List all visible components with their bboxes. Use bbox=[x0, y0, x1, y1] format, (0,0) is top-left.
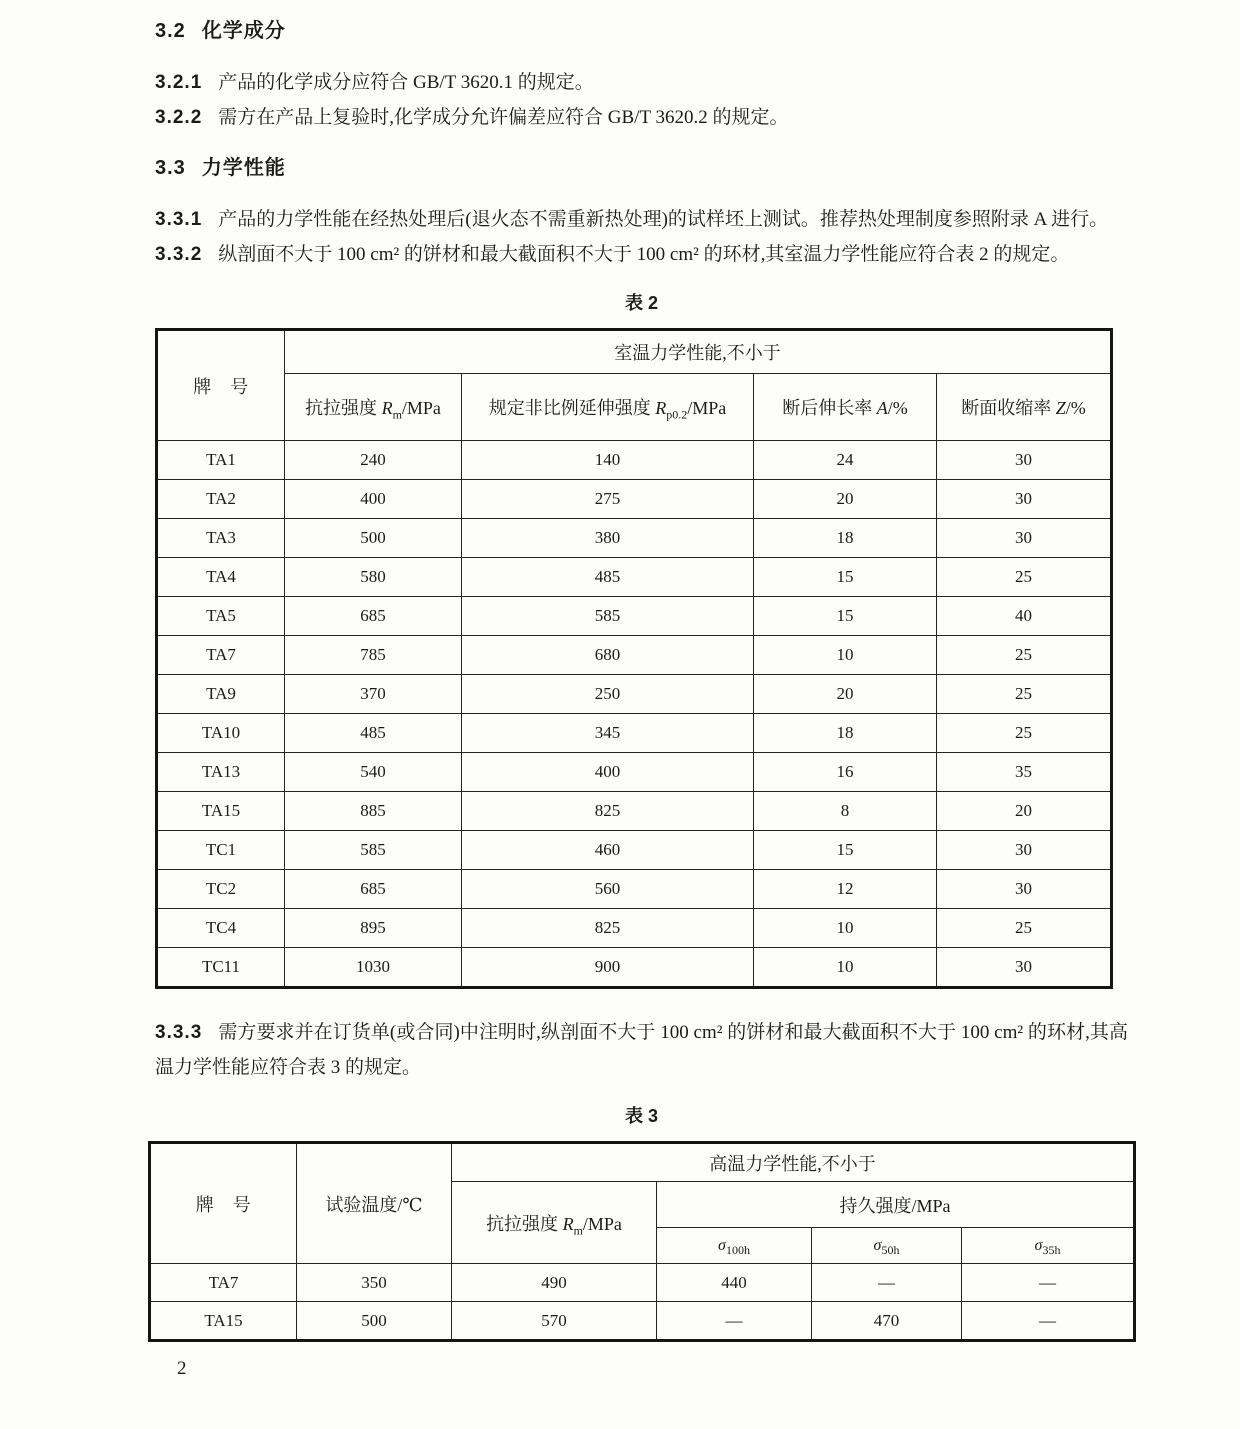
clause-text: 产品的力学性能在经热处理后(退火态不需重新热处理)的试样坯上测试。推荐热处理制度参照附录 A 进行。 bbox=[218, 209, 1109, 230]
reduction-cell: 25 bbox=[937, 558, 1112, 597]
grade-cell: TA4 bbox=[157, 558, 285, 597]
col-symbol: R bbox=[381, 398, 393, 418]
table-row bbox=[157, 519, 1112, 558]
rp02-cell: 460 bbox=[462, 831, 754, 870]
table-row bbox=[157, 753, 1112, 792]
reduction-cell: 20 bbox=[937, 792, 1112, 831]
grade-cell: TC4 bbox=[157, 909, 285, 948]
table-row bbox=[157, 948, 1112, 988]
reduction-cell: 25 bbox=[937, 636, 1112, 675]
grade-cell: TA15 bbox=[157, 792, 285, 831]
clause-number: 3.3.1 bbox=[155, 209, 203, 230]
clause-3-2-2 bbox=[155, 100, 1128, 135]
grade-cell: TA2 bbox=[157, 480, 285, 519]
col-unit: /% bbox=[887, 398, 908, 418]
table-row bbox=[157, 480, 1112, 519]
rm-cell: 490 bbox=[452, 1264, 657, 1302]
clause-number: 3.2.1 bbox=[155, 72, 203, 93]
elongation-cell: 16 bbox=[754, 753, 937, 792]
sigma100h-cell: — bbox=[657, 1302, 812, 1341]
col-subscript: m bbox=[392, 407, 402, 422]
elongation-cell: 10 bbox=[754, 948, 937, 988]
col-label: 抗拉强度 bbox=[486, 1213, 563, 1234]
section-title: 化学成分 bbox=[201, 20, 286, 42]
rp02-cell: 400 bbox=[462, 753, 754, 792]
reduction-cell: 40 bbox=[937, 597, 1112, 636]
sigma-subscript: 100h bbox=[725, 1242, 750, 1257]
clause-3-2-1 bbox=[155, 65, 1128, 100]
sigma50h-cell: 470 bbox=[812, 1302, 962, 1341]
elongation-cell: 18 bbox=[754, 714, 937, 753]
section-title: 力学性能 bbox=[201, 157, 286, 179]
clause-number: 3.2 bbox=[155, 20, 186, 42]
reduction-cell: 35 bbox=[937, 753, 1112, 792]
table-row bbox=[157, 792, 1112, 831]
rm-cell: 500 bbox=[285, 519, 462, 558]
rm-cell: 585 bbox=[285, 831, 462, 870]
col-label: 抗拉强度 bbox=[305, 398, 382, 418]
table2-header-row-1 bbox=[157, 330, 1112, 374]
rp02-cell: 825 bbox=[462, 909, 754, 948]
reduction-cell: 30 bbox=[937, 948, 1112, 988]
col-unit: /MPa bbox=[401, 398, 441, 418]
col-label: 断面收缩率 bbox=[961, 398, 1056, 418]
table3-group-header: 高温力学性能,不小于 bbox=[452, 1143, 1135, 1182]
sigma100h-cell: 440 bbox=[657, 1264, 812, 1302]
reduction-cell: 30 bbox=[937, 519, 1112, 558]
rm-cell: 685 bbox=[285, 870, 462, 909]
reduction-cell: 25 bbox=[937, 714, 1112, 753]
grade-cell: TA5 bbox=[157, 597, 285, 636]
col-label: 断后伸长率 bbox=[782, 398, 877, 418]
table-row bbox=[157, 714, 1112, 753]
rp02-cell: 250 bbox=[462, 675, 754, 714]
elongation-cell: 10 bbox=[754, 636, 937, 675]
rp02-cell: 485 bbox=[462, 558, 754, 597]
table2-room-temperature-properties bbox=[155, 328, 1113, 989]
col-symbol: R bbox=[562, 1213, 574, 1234]
rm-cell: 685 bbox=[285, 597, 462, 636]
reduction-cell: 30 bbox=[937, 480, 1112, 519]
rm-cell: 400 bbox=[285, 480, 462, 519]
section-heading-3-3 bbox=[155, 151, 1128, 186]
rm-cell: 785 bbox=[285, 636, 462, 675]
elongation-cell: 20 bbox=[754, 480, 937, 519]
clause-text: 需方在产品上复验时,化学成分允许偏差应符合 GB/T 3620.2 的规定。 bbox=[218, 107, 789, 128]
rp02-cell: 900 bbox=[462, 948, 754, 988]
grade-cell: TC11 bbox=[157, 948, 285, 988]
rm-cell: 370 bbox=[285, 675, 462, 714]
table3-col-sigma50h bbox=[812, 1228, 962, 1264]
clause-text: 需方要求并在订货单(或合同)中注明时,纵剖面不大于 100 cm² 的饼材和最大截面积不大于 100 cm² 的环材,其高温力学性能应符合表 3 的规定。 bbox=[155, 1022, 1128, 1078]
clause-number: 3.3.2 bbox=[155, 244, 203, 265]
rm-cell: 540 bbox=[285, 753, 462, 792]
elongation-cell: 15 bbox=[754, 558, 937, 597]
sigma35h-cell: — bbox=[962, 1264, 1135, 1302]
temp-cell: 350 bbox=[297, 1264, 452, 1302]
table2-col-rp02 bbox=[462, 374, 754, 441]
reduction-cell: 30 bbox=[937, 831, 1112, 870]
elongation-cell: 15 bbox=[754, 831, 937, 870]
clause-number: 3.3.3 bbox=[155, 1022, 203, 1043]
col-unit: /MPa bbox=[687, 398, 727, 418]
rp02-cell: 585 bbox=[462, 597, 754, 636]
reduction-cell: 30 bbox=[937, 870, 1112, 909]
col-subscript: p0.2 bbox=[666, 407, 688, 422]
table-row bbox=[157, 909, 1112, 948]
col-symbol: Z bbox=[1055, 398, 1066, 418]
sigma-symbol: σ bbox=[718, 1236, 726, 1254]
sigma-symbol: σ bbox=[1034, 1236, 1043, 1254]
rp02-cell: 825 bbox=[462, 792, 754, 831]
grade-cell: TA10 bbox=[157, 714, 285, 753]
rm-cell: 580 bbox=[285, 558, 462, 597]
sigma35h-cell: — bbox=[962, 1302, 1135, 1341]
elongation-cell: 12 bbox=[754, 870, 937, 909]
table-row bbox=[157, 441, 1112, 480]
sigma50h-cell: — bbox=[812, 1264, 962, 1302]
table-row bbox=[157, 870, 1112, 909]
table3-caption: 表 3 bbox=[624, 1106, 658, 1126]
rm-cell: 570 bbox=[452, 1302, 657, 1341]
sigma-symbol: σ bbox=[873, 1236, 882, 1254]
elongation-cell: 24 bbox=[754, 441, 937, 480]
grade-cell: TA3 bbox=[157, 519, 285, 558]
table2-header-row-2 bbox=[157, 374, 1112, 441]
grade-cell: TA7 bbox=[150, 1264, 297, 1302]
elongation-cell: 20 bbox=[754, 675, 937, 714]
table2-group-header: 室温力学性能,不小于 bbox=[285, 330, 1112, 374]
reduction-cell: 25 bbox=[937, 675, 1112, 714]
clause-number: 3.2.2 bbox=[155, 107, 203, 128]
page-number: 2 bbox=[177, 1358, 187, 1379]
elongation-cell: 10 bbox=[754, 909, 937, 948]
rm-cell: 895 bbox=[285, 909, 462, 948]
clause-3-3-3 bbox=[155, 1015, 1128, 1085]
table2-grade-header: 牌 号 bbox=[157, 330, 285, 441]
rm-cell: 240 bbox=[285, 441, 462, 480]
elongation-cell: 8 bbox=[754, 792, 937, 831]
grade-cell: TA1 bbox=[157, 441, 285, 480]
grade-cell: TC1 bbox=[157, 831, 285, 870]
table3-temp-header: 试验温度/℃ bbox=[297, 1143, 452, 1264]
grade-cell: TC2 bbox=[157, 870, 285, 909]
rm-cell: 1030 bbox=[285, 948, 462, 988]
elongation-cell: 18 bbox=[754, 519, 937, 558]
rm-cell: 485 bbox=[285, 714, 462, 753]
table3-col-rm bbox=[452, 1182, 657, 1264]
col-unit: /% bbox=[1065, 398, 1086, 418]
clause-number: 3.3 bbox=[155, 157, 186, 179]
reduction-cell: 25 bbox=[937, 909, 1112, 948]
table-row bbox=[157, 675, 1112, 714]
table-row bbox=[157, 831, 1112, 870]
table2-col-elongation bbox=[754, 374, 937, 441]
grade-cell: TA15 bbox=[150, 1302, 297, 1341]
table-row bbox=[150, 1302, 1135, 1341]
table3-grade-header: 牌 号 bbox=[150, 1143, 297, 1264]
col-symbol: A bbox=[876, 398, 888, 418]
table-row bbox=[157, 558, 1112, 597]
col-symbol: R bbox=[655, 398, 667, 418]
grade-cell: TA7 bbox=[157, 636, 285, 675]
grade-cell: TA9 bbox=[157, 675, 285, 714]
col-unit: /MPa bbox=[582, 1213, 622, 1234]
table2-col-reduction bbox=[937, 374, 1112, 441]
sigma-subscript: 35h bbox=[1042, 1242, 1061, 1257]
table-row bbox=[150, 1264, 1135, 1302]
clause-text: 产品的化学成分应符合 GB/T 3620.1 的规定。 bbox=[218, 72, 594, 93]
clause-3-3-2 bbox=[155, 237, 1128, 272]
table2-caption: 表 2 bbox=[624, 293, 658, 313]
table3-header-row-1 bbox=[150, 1143, 1135, 1182]
table-row bbox=[157, 636, 1112, 675]
temp-cell: 500 bbox=[297, 1302, 452, 1341]
section-heading-3-2 bbox=[155, 14, 1128, 49]
clause-3-3-1 bbox=[155, 202, 1128, 237]
rp02-cell: 140 bbox=[462, 441, 754, 480]
table2-col-rm bbox=[285, 374, 462, 441]
table3-col-sigma100h bbox=[657, 1228, 812, 1264]
table3-high-temperature-properties bbox=[148, 1141, 1136, 1342]
sigma-subscript: 50h bbox=[881, 1242, 900, 1257]
table3-col-sigma35h bbox=[962, 1228, 1135, 1264]
clause-text: 纵剖面不大于 100 cm² 的饼材和最大截面积不大于 100 cm² 的环材,其室温力学性能应符合表 2 的规定。 bbox=[218, 244, 1070, 265]
rm-cell: 885 bbox=[285, 792, 462, 831]
grade-cell: TA13 bbox=[157, 753, 285, 792]
col-label: 规定非比例延伸强度 bbox=[488, 398, 656, 418]
table-row bbox=[157, 597, 1112, 636]
col-subscript: m bbox=[573, 1223, 583, 1238]
elongation-cell: 15 bbox=[754, 597, 937, 636]
table3-endurance-header: 持久强度/MPa bbox=[657, 1182, 1135, 1228]
rp02-cell: 560 bbox=[462, 870, 754, 909]
rp02-cell: 275 bbox=[462, 480, 754, 519]
rp02-cell: 680 bbox=[462, 636, 754, 675]
rp02-cell: 345 bbox=[462, 714, 754, 753]
rp02-cell: 380 bbox=[462, 519, 754, 558]
reduction-cell: 30 bbox=[937, 441, 1112, 480]
